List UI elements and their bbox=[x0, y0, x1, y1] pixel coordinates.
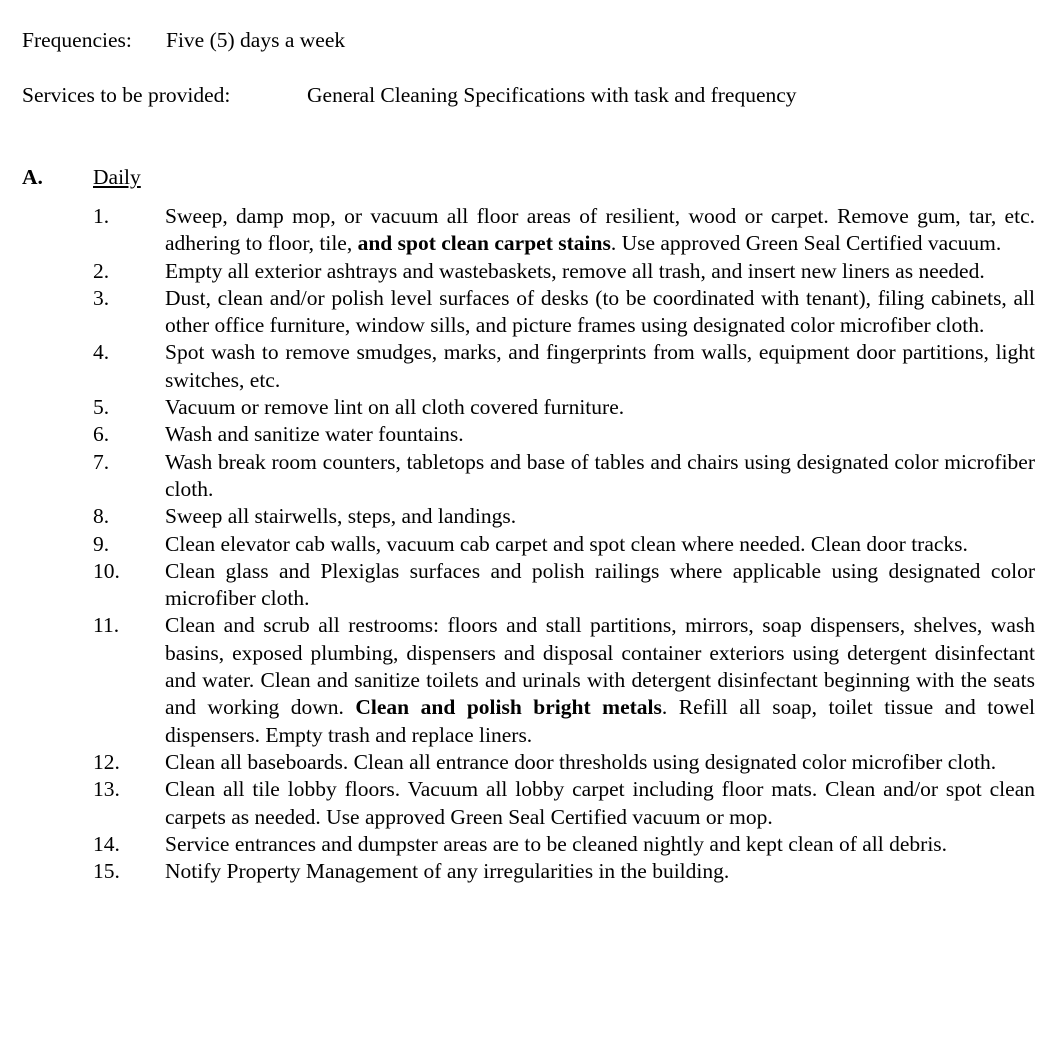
section-title: Daily bbox=[93, 165, 141, 189]
item-number: 15. bbox=[93, 859, 120, 884]
item-text: Wash break room counters, tabletops and base of tables and chairs using designated color microfiber cloth. bbox=[165, 449, 1035, 501]
bold-emphasis: Clean and polish bright metals bbox=[355, 695, 662, 720]
list-item bbox=[93, 449, 1035, 504]
item-text: Wash and sanitize water fountains. bbox=[165, 422, 464, 447]
item-text: Service entrances and dumpster areas are to be cleaned nightly and kept clean of all debris. bbox=[165, 831, 948, 856]
item-number: 2. bbox=[93, 258, 110, 283]
list-item bbox=[93, 776, 1035, 831]
services-label: Services to be provided: bbox=[22, 83, 231, 107]
item-number: 12. bbox=[93, 749, 120, 774]
list-item bbox=[93, 203, 1035, 258]
services-value: General Cleaning Specifications with task and frequency bbox=[307, 83, 797, 107]
item-number: 1. bbox=[93, 204, 110, 228]
item-text: Clean all baseboards. Clean all entrance door thresholds using designated color microfiber cloth. bbox=[165, 749, 997, 774]
list-item bbox=[93, 531, 1035, 558]
list-item bbox=[93, 503, 1035, 530]
item-number: 4. bbox=[93, 340, 110, 365]
list-item bbox=[93, 285, 1035, 340]
item-number: 9. bbox=[93, 531, 110, 556]
list-item bbox=[93, 858, 1035, 885]
item-number: 7. bbox=[93, 449, 110, 474]
item-text: Sweep all stairwells, steps, and landings. bbox=[165, 504, 517, 529]
item-text: Clean glass and Plexiglas surfaces and polish railings where applicable using designated color microfiber cloth. bbox=[165, 558, 1035, 611]
item-text: Dust, clean and/or polish level surfaces of desks (to be coordinated with tenant), filing cabinets, all other office furniture, window sills, and picture frames using designated color microfiber cloth. bbox=[165, 285, 1035, 338]
item-text: Vacuum or remove lint on all cloth covered furniture. bbox=[165, 395, 625, 420]
list-item bbox=[93, 558, 1035, 613]
item-number: 5. bbox=[93, 395, 110, 420]
bold-emphasis: and spot clean carpet stains bbox=[357, 231, 611, 256]
item-number: 10. bbox=[93, 558, 120, 583]
item-number: 8. bbox=[93, 504, 110, 529]
item-number: 3. bbox=[93, 285, 110, 310]
item-number: 11. bbox=[93, 613, 120, 638]
task-list bbox=[93, 203, 1035, 885]
frequencies-value: Five (5) days a week bbox=[166, 28, 346, 52]
item-text: Spot wash to remove smudges, marks, and fingerprints from walls, equipment door partitions, light switches, etc. bbox=[165, 340, 1035, 392]
list-item bbox=[93, 394, 1035, 421]
list-item bbox=[93, 749, 1035, 776]
frequencies-label: Frequencies: bbox=[22, 28, 132, 52]
item-text: Sweep, damp mop, or vacuum all floor areas of resilient, wood or carpet. Remove gum, tar, etc. adhering to floor, tile, and spot clean carpet stains. Use approved Green Seal Certified vacuum. bbox=[165, 204, 1035, 256]
item-number: 13. bbox=[93, 777, 120, 802]
list-item bbox=[93, 339, 1035, 394]
list-item bbox=[93, 258, 1035, 285]
list-item bbox=[93, 831, 1035, 858]
item-number: 6. bbox=[93, 422, 110, 447]
item-text: Clean and scrub all restrooms: floors and stall partitions, mirrors, soap dispensers, shelves, wash basins, exposed plumbing, dispensers and disposal container exteriors using detergent disinfectant and water. Clean and sanitize toilets and urinals with detergent disinfectant beginning with the seats and working down. Clean and polish bright metals. Refill all soap, toilet tissue and towel dispensers. Empty trash and replace liners. bbox=[165, 613, 1035, 747]
item-text: Clean elevator cab walls, vacuum cab carpet and spot clean where needed. Clean door tracks. bbox=[165, 531, 968, 556]
list-item bbox=[93, 421, 1035, 448]
section-letter: A. bbox=[22, 165, 43, 189]
item-text: Clean all tile lobby floors. Vacuum all lobby carpet including floor mats. Clean and/or spot clean carpets as needed. Use approved Green Seal Certified vacuum or mop. bbox=[165, 777, 1035, 829]
item-number: 14. bbox=[93, 831, 120, 856]
item-text: Notify Property Management of any irregularities in the building. bbox=[165, 859, 730, 884]
list-item bbox=[93, 612, 1035, 748]
item-text: Empty all exterior ashtrays and wastebaskets, remove all trash, and insert new liners as needed. bbox=[165, 258, 985, 283]
